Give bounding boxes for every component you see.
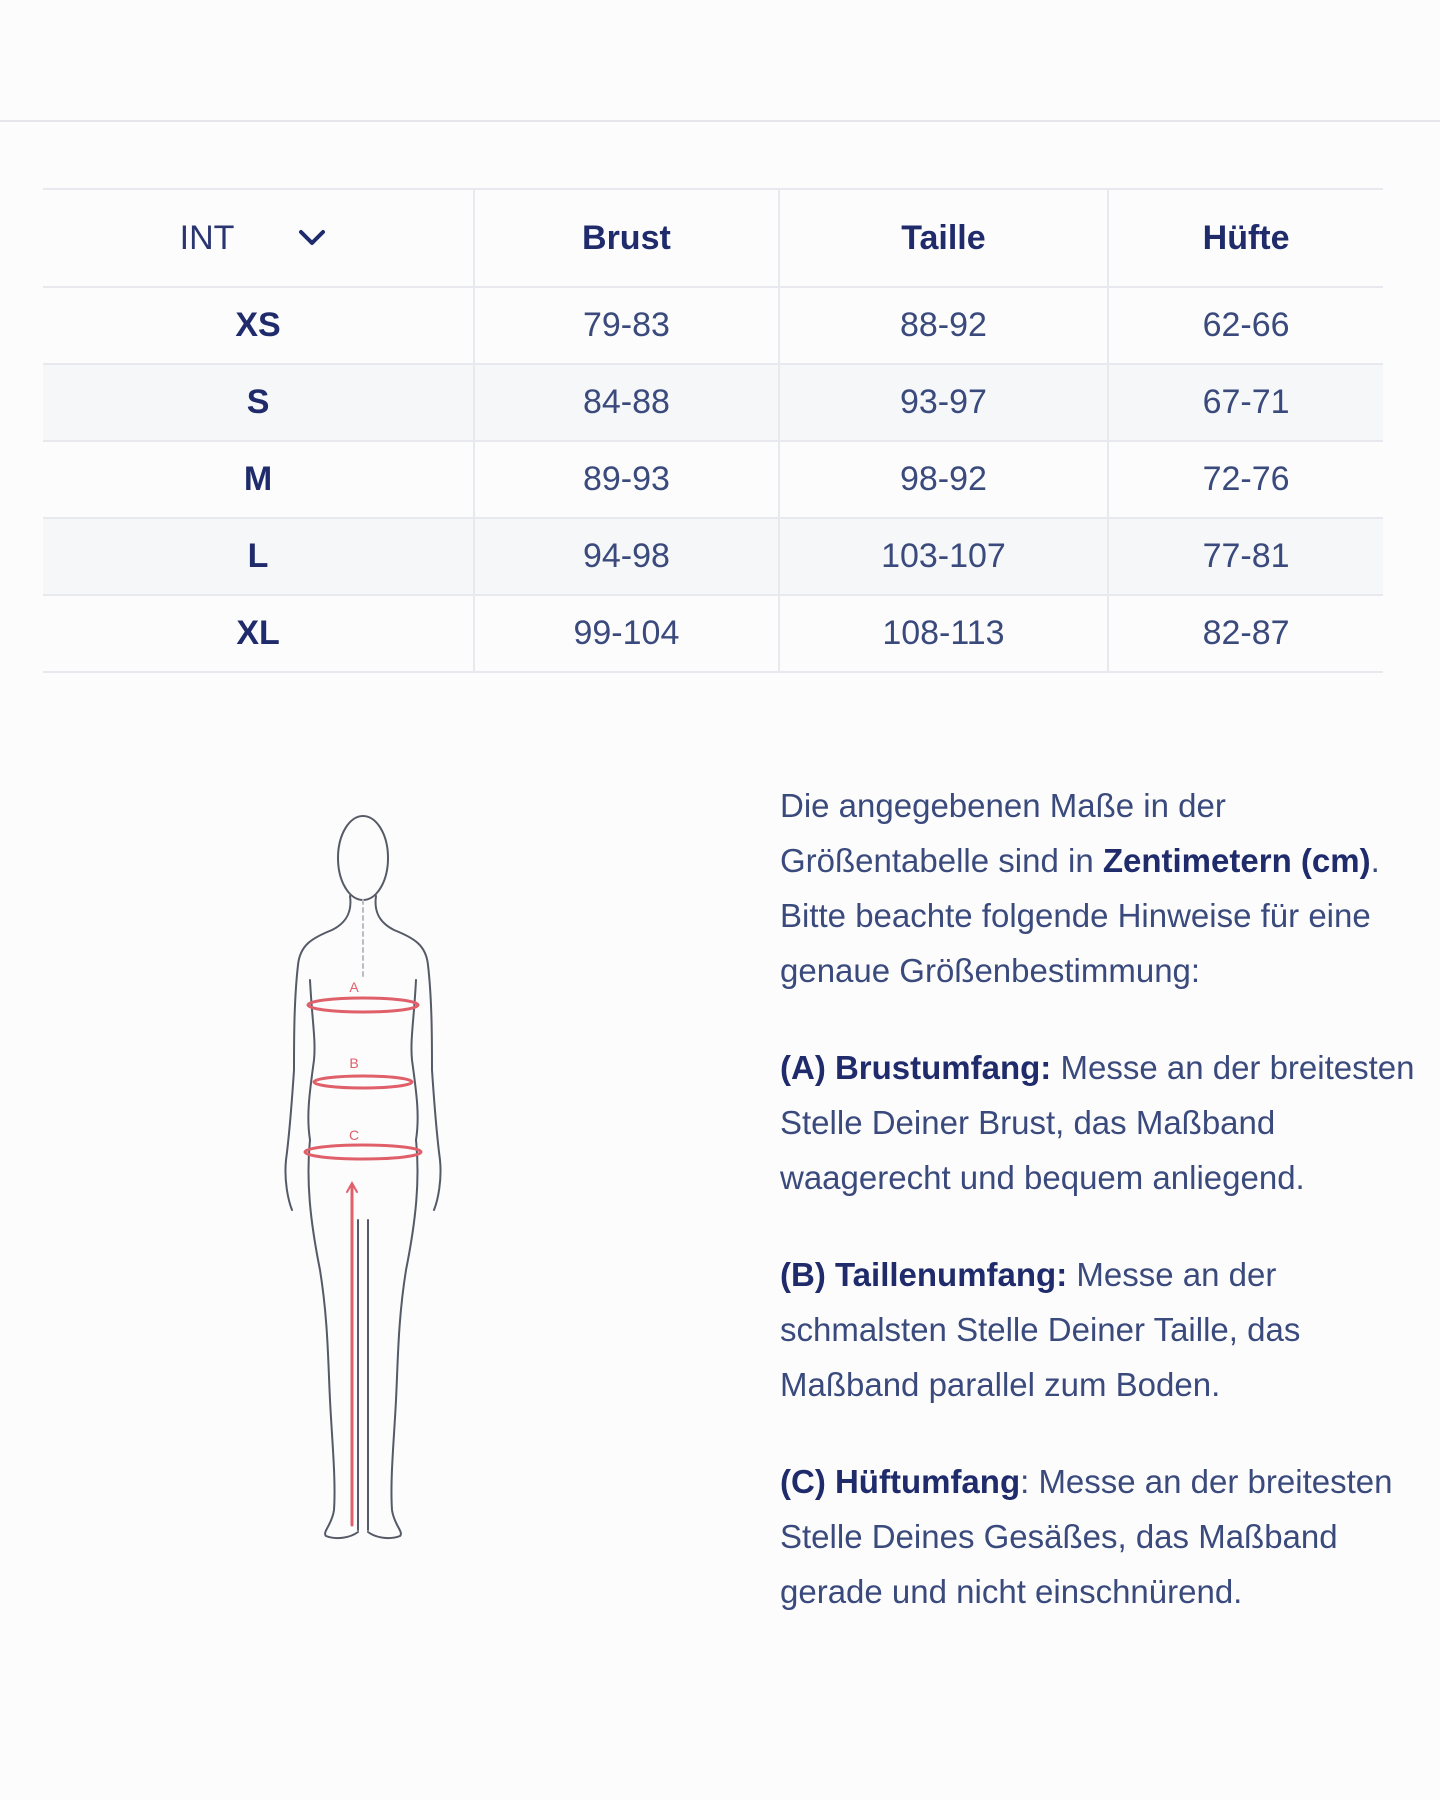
brust-value: 89-93 bbox=[474, 441, 779, 518]
chevron-down-icon bbox=[298, 228, 326, 248]
measure-line-b bbox=[314, 1076, 412, 1088]
size-system-header bbox=[43, 189, 474, 287]
taille-value: 93-97 bbox=[779, 364, 1108, 441]
unit-emphasis: Zentimetern (cm) bbox=[1102, 842, 1371, 879]
brust-value: 79-83 bbox=[474, 287, 779, 364]
taille-value: 88-92 bbox=[779, 287, 1108, 364]
huefte-value: 72-76 bbox=[1108, 441, 1383, 518]
huefte-value: 77-81 bbox=[1108, 518, 1383, 595]
measure-line-c bbox=[305, 1145, 421, 1159]
table-row bbox=[43, 518, 1383, 595]
size-label: S bbox=[43, 364, 474, 441]
huefte-value: 82-87 bbox=[1108, 595, 1383, 672]
column-header-taille: Taille bbox=[779, 189, 1108, 287]
marker-b: B bbox=[349, 1055, 359, 1071]
size-system-label: INT bbox=[179, 218, 235, 257]
size-system-dropdown[interactable] bbox=[180, 219, 327, 258]
note-brustumfang: (A) Brustumfang: Messe an der breitesten Stelle Deiner Brust, das Maßband waagerecht und bequem anliegend. bbox=[780, 1049, 1415, 1196]
huefte-value: 67-71 bbox=[1108, 364, 1383, 441]
table-row bbox=[43, 287, 1383, 364]
size-label: XL bbox=[43, 595, 474, 672]
column-header-huefte: Hüfte bbox=[1108, 189, 1383, 287]
table-row bbox=[43, 364, 1383, 441]
top-divider bbox=[0, 120, 1440, 122]
note-taillenumfang: (B) Taillenumfang: Messe an der schmalsten Stelle Deiner Taille, das Maßband parallel zum Boden. bbox=[780, 1256, 1301, 1403]
body-measurement-figure bbox=[270, 800, 450, 1550]
taille-value: 98-92 bbox=[779, 441, 1108, 518]
measure-line-a bbox=[308, 998, 418, 1012]
column-header-brust: Brust bbox=[474, 189, 779, 287]
table-row bbox=[43, 441, 1383, 518]
size-label: XS bbox=[43, 287, 474, 364]
marker-a: A bbox=[349, 979, 359, 995]
size-label: L bbox=[43, 518, 474, 595]
brust-value: 94-98 bbox=[474, 518, 779, 595]
brust-value: 99-104 bbox=[474, 595, 779, 672]
note-hueftumfang: (C) Hüftumfang: Messe an der breitesten Stelle Deines Gesäßes, das Maßband gerade und nicht einschnürend. bbox=[780, 1463, 1393, 1610]
notes-intro: Die angegebenen Maße in der Größentabelle sind in Zentimetern (cm). Bitte beachte folgende Hinweise für eine genaue Größenbestimmung: bbox=[780, 787, 1380, 989]
size-label: M bbox=[43, 441, 474, 518]
marker-c: C bbox=[348, 1127, 360, 1143]
taille-value: 108-113 bbox=[779, 595, 1108, 672]
taille-value: 103-107 bbox=[779, 518, 1108, 595]
size-chart-table bbox=[43, 188, 1383, 673]
table-header-row bbox=[43, 189, 1383, 287]
figure-head bbox=[338, 816, 388, 900]
brust-value: 84-88 bbox=[474, 364, 779, 441]
table-row bbox=[43, 595, 1383, 672]
huefte-value: 62-66 bbox=[1108, 287, 1383, 364]
measurement-notes bbox=[780, 778, 1440, 1619]
